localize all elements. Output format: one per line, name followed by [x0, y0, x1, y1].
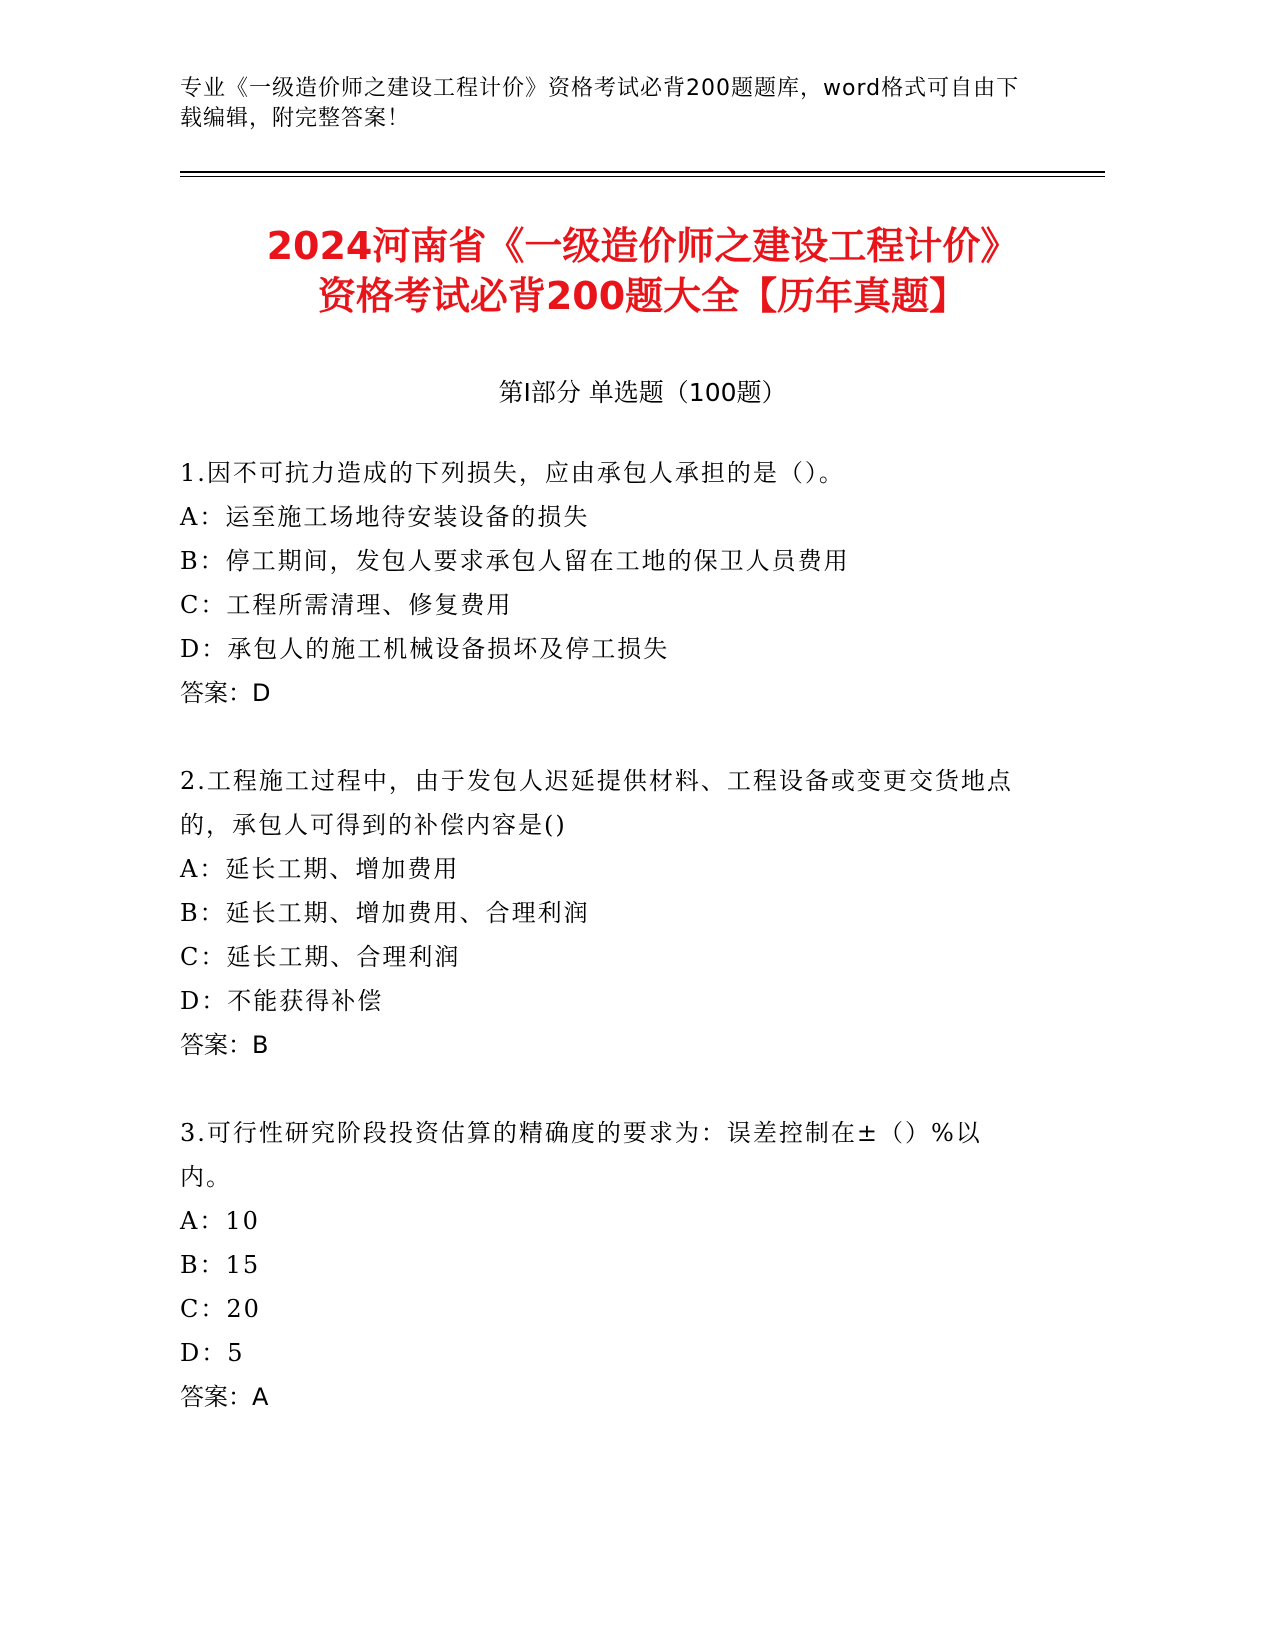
- option-a: A：运至施工场地待安装设备的损失: [180, 503, 590, 531]
- question-2: [180, 759, 1105, 1067]
- question-list: [180, 451, 1105, 1419]
- option-b: B：延长工期、增加费用、合理利润: [180, 899, 590, 927]
- option-b: B：15: [180, 1251, 261, 1279]
- question-stem: 2.工程施工过程中，由于发包人迟延提供材料、工程设备或变更交货地点的，承包人可得到的补偿内容是(): [180, 767, 1013, 839]
- option-d: D：承包人的施工机械设备损坏及停工损失: [180, 635, 670, 663]
- option-a: A：10: [180, 1207, 260, 1235]
- header-divider: [180, 171, 1105, 177]
- section-title: 第Ⅰ部分 单选题（100题）: [498, 378, 787, 407]
- document-page: [180, 0, 1105, 1463]
- option-c: C：延长工期、合理利润: [180, 943, 461, 971]
- option-d: D：不能获得补偿: [180, 987, 384, 1015]
- answer: 答案：B: [180, 1031, 269, 1059]
- question-stem: 3.可行性研究阶段投资估算的精确度的要求为：误差控制在±（）%以内。: [180, 1119, 982, 1191]
- option-b: B：停工期间，发包人要求承包人留在工地的保卫人员费用: [180, 547, 850, 575]
- option-a: A：延长工期、增加费用: [180, 855, 460, 883]
- answer: 答案：D: [180, 679, 271, 707]
- header-note: 专业《一级造价师之建设工程计价》资格考试必背200题题库，word格式可自由下载编辑，附完整答案！: [180, 76, 1020, 131]
- title-line-2: 资格考试必背200题大全【历年真题】: [317, 274, 968, 318]
- option-c: C：20: [180, 1295, 261, 1323]
- document-title: [180, 221, 1105, 321]
- option-d: D：5: [180, 1339, 245, 1367]
- title-line-1: 2024河南省《一级造价师之建设工程计价》: [266, 224, 1019, 268]
- question-stem: 1.因不可抗力造成的下列损失，应由承包人承担的是（）。: [180, 459, 845, 487]
- question-1: [180, 451, 1105, 715]
- question-3: [180, 1111, 1105, 1419]
- answer: 答案：A: [180, 1383, 269, 1411]
- option-c: C：工程所需清理、修复费用: [180, 591, 513, 619]
